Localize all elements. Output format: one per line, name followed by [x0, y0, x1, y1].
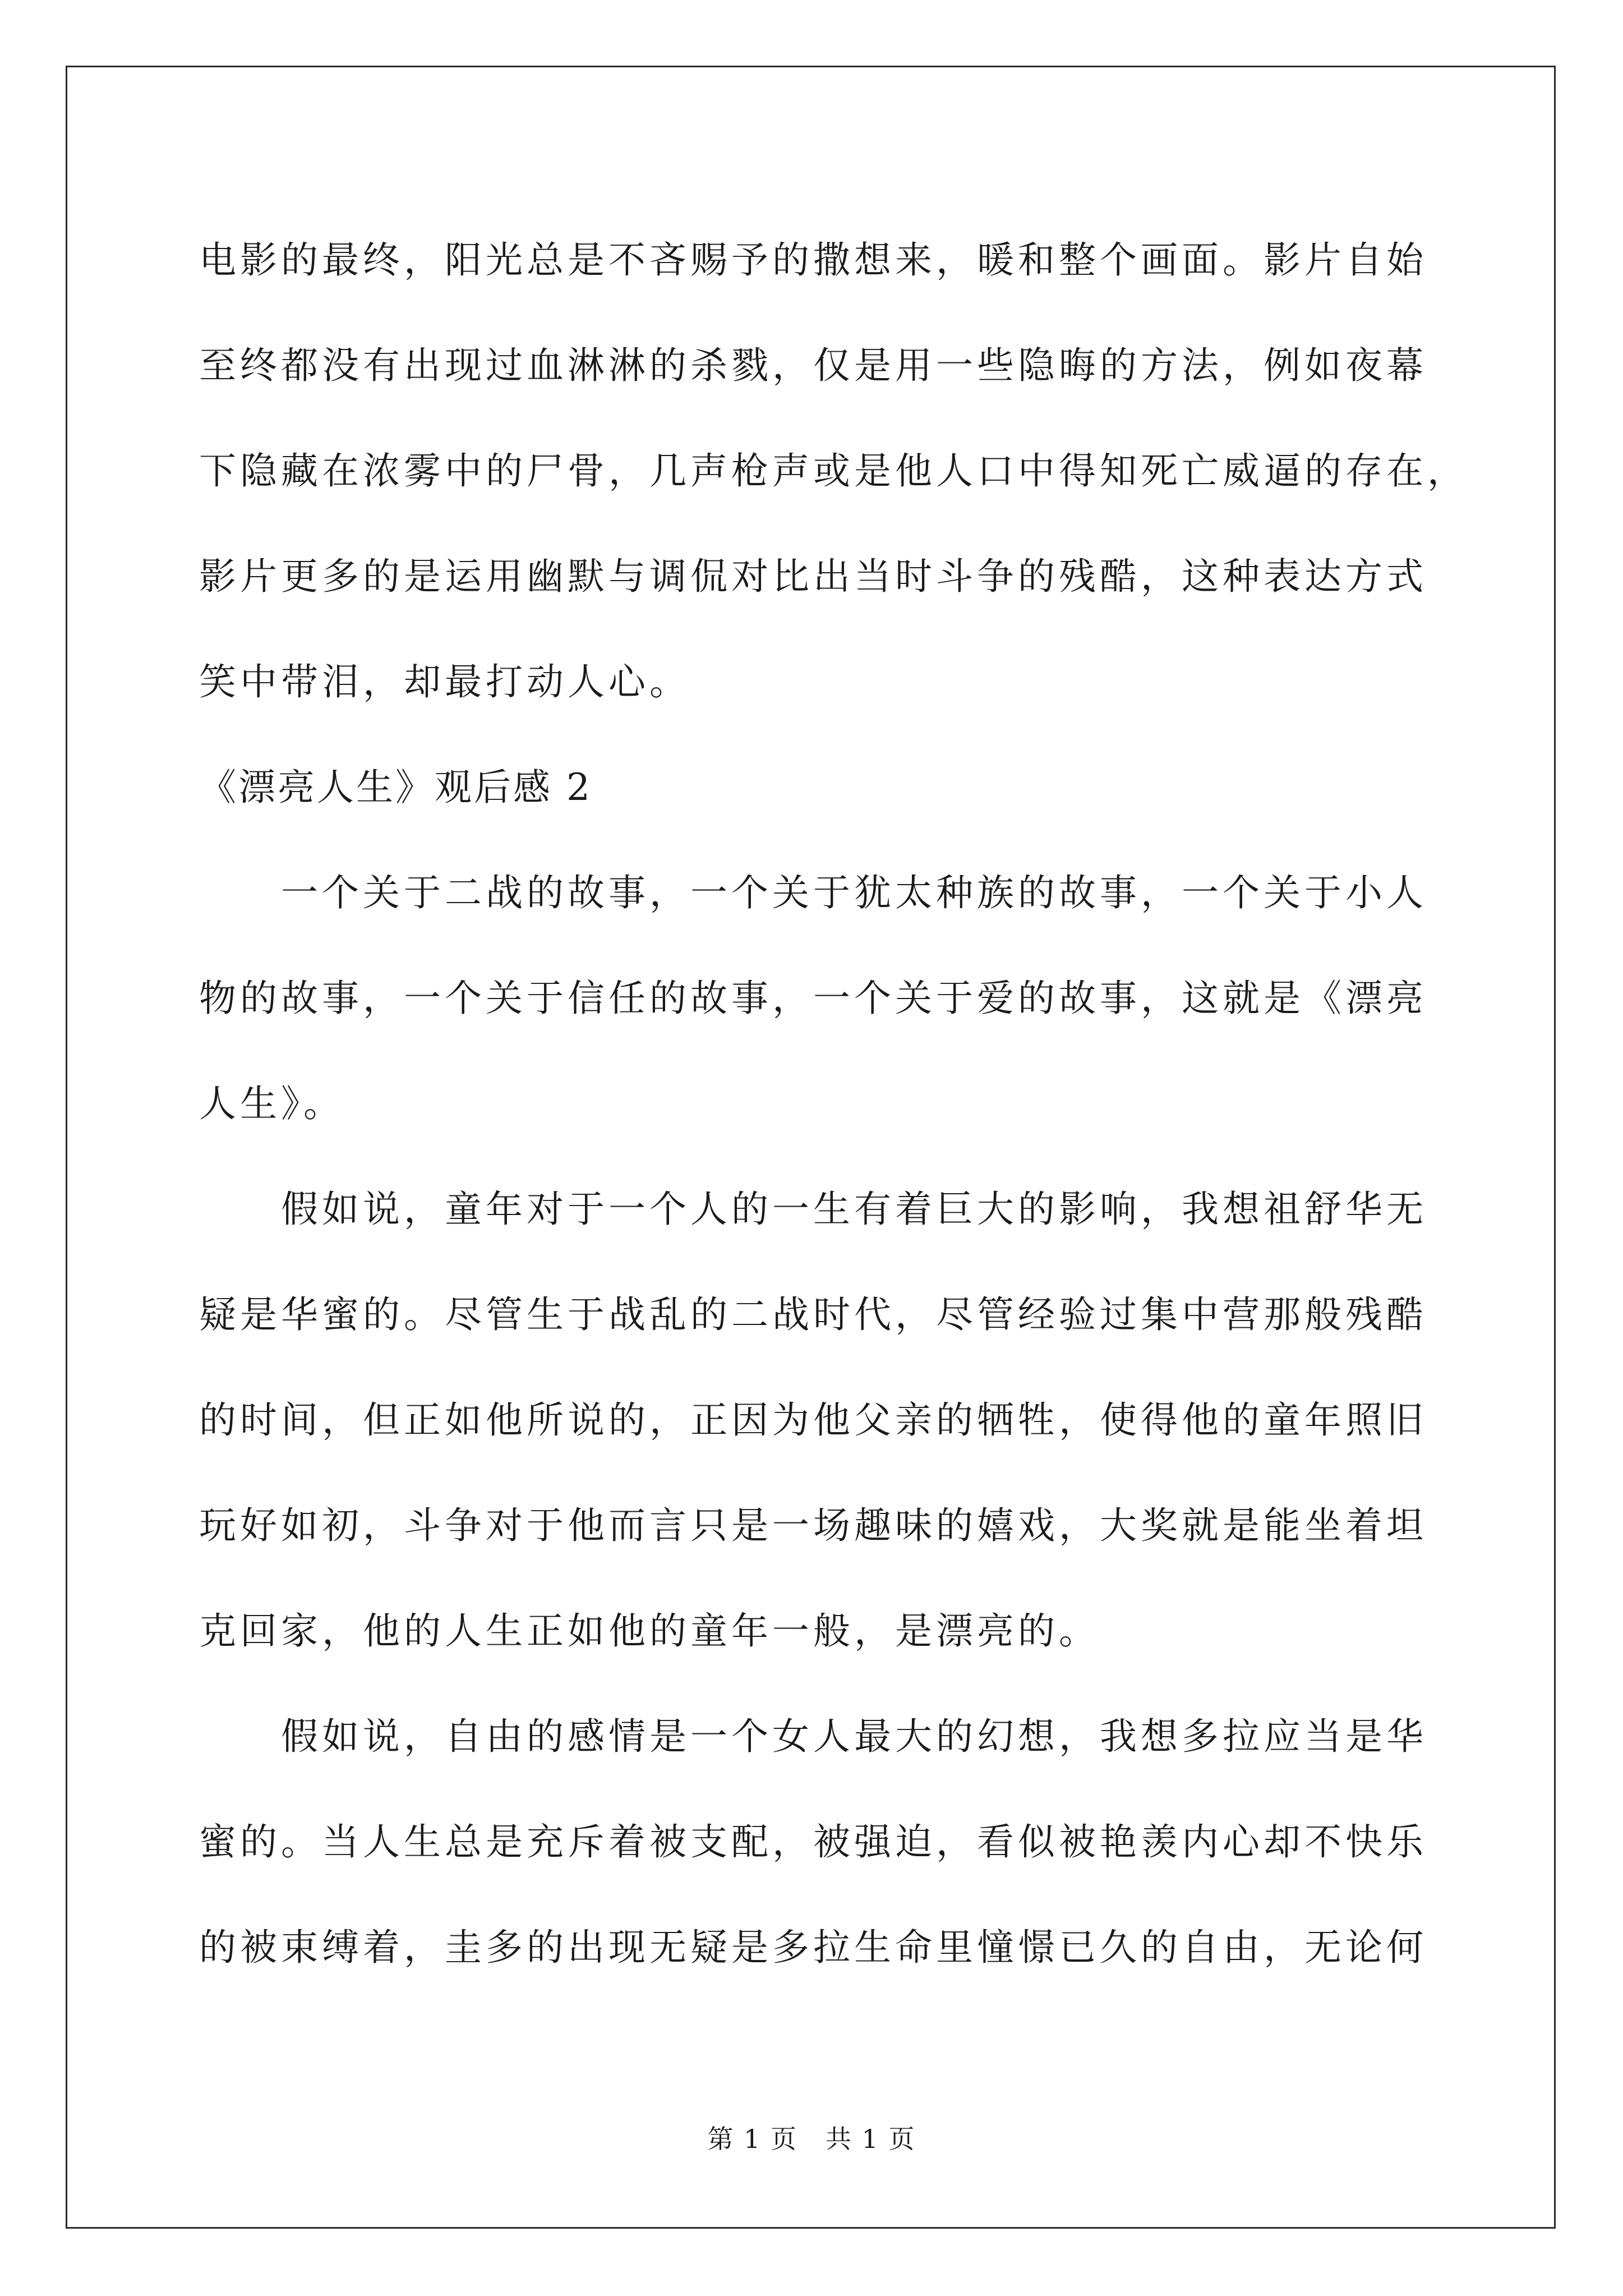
- text-line: 克回家，他的人生正如他的童年一般，是漂亮的。: [199, 1609, 1100, 1653]
- paragraph-first-line: 假如说，童年对于一个人的一生有着巨大的影响，我想祖舒华无: [281, 1188, 1427, 1231]
- text-line: 疑是华蜜的。尽管生于战乱的二战时代，尽管经验过集中营那般残酷: [199, 1293, 1427, 1336]
- text-line: 的时间，但正如他所说的，正因为他父亲的牺牲，使得他的童年照旧: [199, 1398, 1427, 1442]
- document-body: [199, 208, 1468, 2000]
- text-line: 玩好如初，斗争对于他而言只是一场趣味的嬉戏，大奖就是能坐着坦: [199, 1504, 1427, 1547]
- paragraph-first-line: 假如说，自由的感情是一个女人最大的幻想，我想多拉应当是华: [281, 1715, 1427, 1758]
- text-line: 蜜的。当人生总是充斥着被支配，被强迫，看似被艳羡内心却不快乐: [199, 1820, 1427, 1864]
- text-line: 至终都没有出现过血淋淋的杀戮，仅是用一些隐晦的方法，例如夜幕: [199, 344, 1427, 387]
- text-line: 人生》。: [199, 1082, 344, 1125]
- text-line: 电影的最终，阳光总是不吝赐予的撒想来，暖和整个画面。影片自始: [199, 238, 1427, 282]
- text-line: 物的故事，一个关于信任的故事，一个关于爱的故事，这就是《漂亮: [199, 977, 1427, 1020]
- text-line: 笑中带泪，却最打动人心。: [199, 660, 690, 703]
- section-heading: 《漂亮人生》观后感 2: [199, 766, 592, 809]
- text-line: 影片更多的是运用幽默与调侃对比出当时斗争的残酷，这种表达方式: [199, 555, 1427, 598]
- text-line: 的被束缚着，圭多的出现无疑是多拉生命里憧憬已久的自由，无论何: [199, 1926, 1427, 1969]
- page-number: 第 1 页: [707, 2124, 798, 2154]
- text-line: 下隐藏在浓雾中的尸骨，几声枪声或是他人口中得知死亡威逼的存在，: [199, 449, 1468, 493]
- paragraph-first-line: 一个关于二战的故事，一个关于犹太种族的故事，一个关于小人: [281, 871, 1427, 914]
- page-total: 共 1 页: [825, 2124, 916, 2154]
- page-footer: [0, 2119, 1623, 2156]
